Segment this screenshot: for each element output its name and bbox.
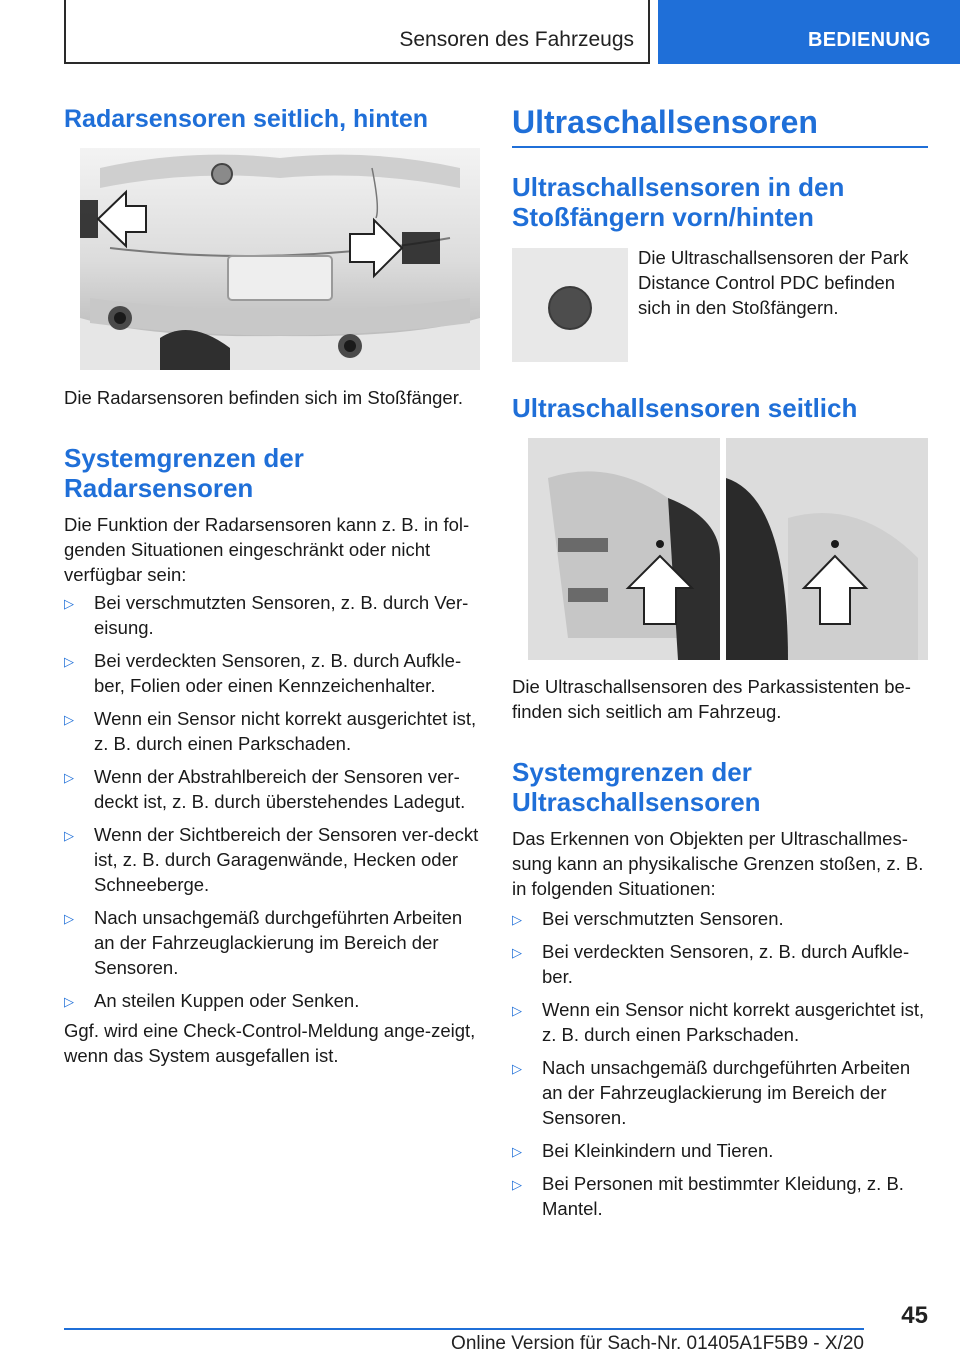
list-item: ▷ Wenn ein Sensor nicht korrekt ausgerichtet ist, z. B. durch einen Parkschaden. [64, 708, 477, 754]
list-item: ▷ Bei Personen mit bestimmter Kleidung, z. B. Mantel. [512, 1173, 904, 1219]
list-item: ▷ Bei verschmutzten Sensoren, z. B. durch Ver-eisung. [64, 592, 469, 638]
list-item: ▷ Wenn ein Sensor nicht korrekt ausgerichtet ist, z. B. durch einen Parkschaden. [512, 999, 925, 1045]
footer-online-version: Online Version für Sach-Nr. 01405A1F5B9 - X/20 [451, 1333, 864, 1354]
triangle-bullet-icon: ▷ [64, 712, 74, 727]
radar-image-caption: Die Radarsensoren befinden sich im Stoßfänger. [64, 387, 463, 408]
radar-limits-heading [64, 443, 480, 503]
list-item: ▷ Nach unsachgemäß durchgeführten Arbeiten an der Fahrzeuglackierung im Bereich der Sensoren. [64, 907, 463, 978]
ultrasonic-bumper-heading-line1: Ultraschallsensoren in den [512, 172, 845, 202]
radar-outro: Ggf. wird eine Check-Control-Meldung ange-zeigt, wenn das System ausgefallen ist. [64, 1020, 476, 1066]
rear-car-illustration [80, 148, 480, 370]
list-item: ▷ An steilen Kuppen oder Senken. [64, 988, 480, 1013]
radar-limits-intro: Die Funktion der Radarsensoren kann z. B. in fol-genden Situationen eingeschränkt oder nicht verfügbar sein: [64, 514, 470, 585]
triangle-bullet-icon: ▷ [512, 1003, 522, 1018]
ultrasonic-side-heading: Ultraschallsensoren seitlich [512, 393, 858, 423]
radar-limits-heading-line1: Systemgrenzen der [64, 443, 304, 473]
header-section-title: Sensoren des Fahrzeugs [399, 28, 634, 51]
section-title-ultrasonic: Ultraschallsensoren [512, 104, 818, 140]
page-number: 45 [901, 1302, 928, 1329]
side-sensor-image [528, 438, 928, 660]
triangle-bullet-icon: ▷ [64, 994, 74, 1009]
ultrasonic-limits-heading-line2: Ultraschallsensoren [512, 787, 761, 817]
header-section-box [64, 0, 650, 64]
side-car-illustration [528, 438, 928, 660]
side-image-caption: Die Ultraschallsensoren des Parkassistenten be-finden sich seitlich am Fahrzeug. [512, 676, 911, 722]
header-chapter-label: BEDIENUNG [808, 29, 931, 51]
pdc-sensor-image [512, 248, 628, 362]
triangle-bullet-icon: ▷ [64, 770, 74, 785]
footer-divider [64, 1328, 864, 1330]
triangle-bullet-icon: ▷ [512, 1177, 522, 1192]
section-title-radar: Radarsensoren seitlich, hinten [64, 105, 428, 133]
triangle-bullet-icon: ▷ [64, 828, 74, 843]
ultrasonic-limits-intro: Das Erkennen von Objekten per Ultraschallmes-sung kann an physikalische Grenzen stoßen, z. B. in folgenden Situationen: [512, 828, 924, 899]
list-item: ▷ Nach unsachgemäß durchgeführten Arbeiten an der Fahrzeuglackierung im Bereich der Sensoren. [512, 1057, 911, 1128]
radar-limits-list [64, 590, 480, 1021]
triangle-bullet-icon: ▷ [64, 654, 74, 669]
triangle-bullet-icon: ▷ [512, 1144, 522, 1159]
ultrasonic-bumper-heading [512, 172, 928, 232]
radar-limits-heading-line2: Radarsensoren [64, 473, 254, 503]
ultrasonic-limits-heading [512, 757, 928, 817]
list-item: ▷ Wenn der Abstrahlbereich der Sensoren ver-deckt ist, z. B. durch überstehendes Ladegut. [64, 766, 466, 812]
list-item: ▷ Bei verdeckten Sensoren, z. B. durch Aufkle-ber, Folien oder einen Kennzeichenhalter. [64, 650, 462, 696]
list-item: ▷ Bei verdeckten Sensoren, z. B. durch Aufkle-ber. [512, 941, 910, 987]
ultrasonic-limits-heading-line1: Systemgrenzen der [512, 757, 752, 787]
ultrasonic-bumper-heading-line2: Stoßfängern vorn/hinten [512, 202, 814, 232]
triangle-bullet-icon: ▷ [64, 596, 74, 611]
triangle-bullet-icon: ▷ [64, 911, 74, 926]
triangle-bullet-icon: ▷ [512, 945, 522, 960]
pdc-description: Die Ultraschallsensoren der Park Distance Control PDC befinden sich in den Stoßfängern. [638, 247, 909, 318]
title-divider [512, 146, 928, 148]
list-item: ▷ Bei verschmutzten Sensoren. [512, 906, 928, 931]
list-item: ▷ Bei Kleinkindern und Tieren. [512, 1138, 928, 1163]
triangle-bullet-icon: ▷ [512, 1061, 522, 1076]
ultrasonic-limits-list [512, 906, 928, 1229]
header-chapter-tab[interactable] [658, 0, 960, 64]
list-item: ▷ Wenn der Sichtbereich der Sensoren ver-deckt ist, z. B. durch Garagenwände, Hecken oder Schneeberge. [64, 824, 479, 895]
pdc-sensor-illustration [512, 248, 628, 362]
triangle-bullet-icon: ▷ [512, 912, 522, 927]
rear-bumper-image [80, 148, 480, 370]
